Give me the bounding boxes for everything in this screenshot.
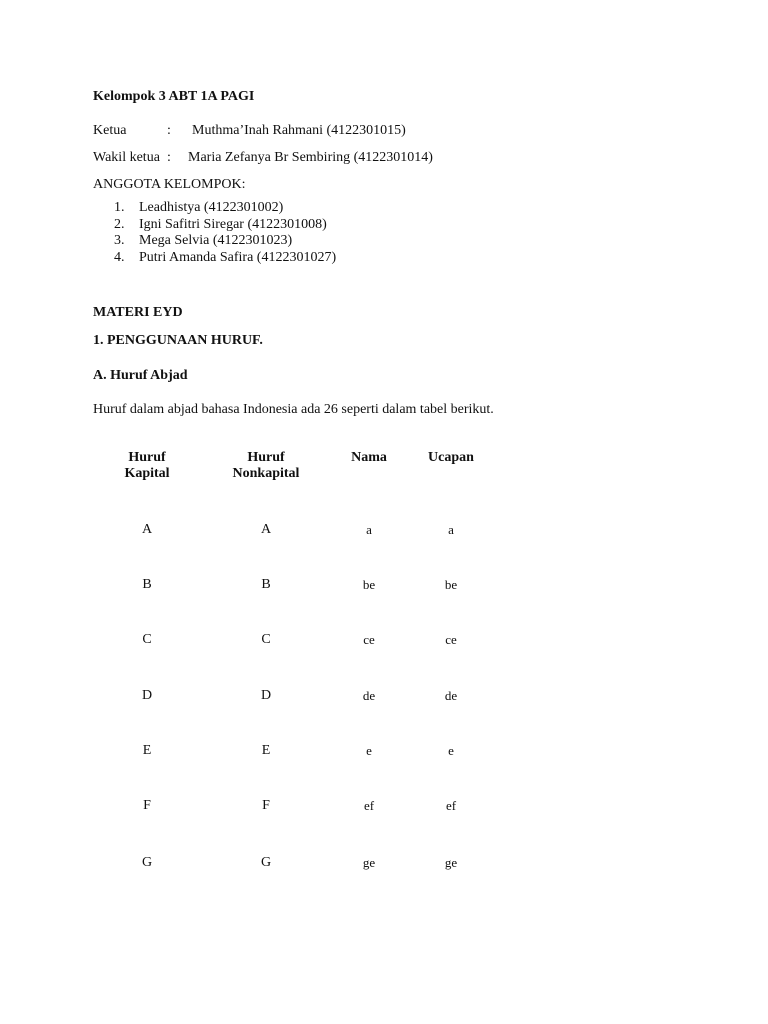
table-cell-kapital: B [142, 577, 152, 592]
header-line: Huruf [128, 450, 166, 465]
table-cell-ucapan: a [448, 522, 454, 537]
table-header-ucapan [391, 450, 511, 466]
header-line: Kapital [124, 466, 170, 481]
member-name: Leadhistya (4122301002) [139, 200, 284, 215]
list-number: 3. [114, 233, 125, 249]
table-cell-nonkapital: B [261, 577, 271, 592]
wakil-ketua-value: Maria Zefanya Br Sembiring (4122301014) [188, 150, 433, 165]
table-cell-ucapan: de [444, 688, 458, 703]
ketua-separator: : [167, 123, 171, 138]
table-cell-nonkapital: G [260, 855, 272, 870]
header-line: Ucapan [428, 450, 474, 465]
table-cell-nama: a [366, 522, 372, 537]
table-cell-nama: de [362, 688, 376, 703]
table-cell-ucapan: be [444, 577, 458, 592]
ketua-value: Muthma’Inah Rahmani (4122301015) [192, 123, 406, 138]
materi-title: MATERI EYD [93, 305, 183, 320]
table-cell-ucapan: ef [445, 798, 457, 813]
table-cell-kapital: F [143, 798, 151, 813]
table-cell-nama: ce [363, 632, 375, 647]
table-header-kapital [87, 450, 207, 482]
table-cell-nama: ef [363, 798, 375, 813]
member-name: Mega Selvia (4122301023) [139, 233, 293, 249]
wakil-ketua-label: Wakil ketua [93, 150, 160, 165]
table-cell-nama: ge [362, 855, 376, 870]
header-line: Huruf [247, 450, 285, 465]
header-line: Nama [351, 450, 387, 465]
table-cell-kapital: G [141, 855, 153, 870]
group-title: Kelompok 3 ABT 1A PAGI [93, 89, 255, 104]
table-cell-nonkapital: C [261, 632, 271, 647]
list-number: 1. [114, 200, 125, 215]
table-cell-ucapan: ce [445, 632, 457, 647]
member-name: Putri Amanda Safira (4122301027) [139, 250, 337, 266]
table-cell-kapital: E [142, 743, 152, 758]
table-cell-kapital: D [141, 688, 153, 703]
intro-text: Huruf dalam abjad bahasa Indonesia ada 26 seperti dalam tabel berikut. [93, 402, 494, 417]
header-line: Nonkapital [232, 466, 300, 481]
table-cell-kapital: C [142, 632, 152, 647]
table-cell-ucapan: ge [444, 855, 458, 870]
wakil-ketua-separator: : [167, 150, 171, 165]
table-cell-ucapan: e [448, 743, 454, 758]
subsection-title: A. Huruf Abjad [93, 368, 188, 383]
ketua-label: Ketua [93, 123, 127, 138]
table-cell-nonkapital: A [260, 522, 272, 537]
list-number: 4. [114, 250, 125, 266]
table-cell-nama: e [366, 743, 372, 758]
member-name: Igni Safitri Siregar (4122301008) [139, 216, 327, 232]
section-title: 1. PENGGUNAAN HURUF. [93, 333, 263, 348]
table-header-nonkapital [206, 450, 326, 482]
table-cell-nama: be [362, 577, 376, 592]
table-cell-nonkapital: F [262, 798, 270, 813]
table-cell-nonkapital: D [260, 688, 272, 703]
list-number: 2. [114, 216, 125, 232]
anggota-label: ANGGOTA KELOMPOK: [93, 177, 246, 192]
table-cell-nonkapital: E [261, 743, 271, 758]
table-cell-kapital: A [141, 522, 153, 537]
